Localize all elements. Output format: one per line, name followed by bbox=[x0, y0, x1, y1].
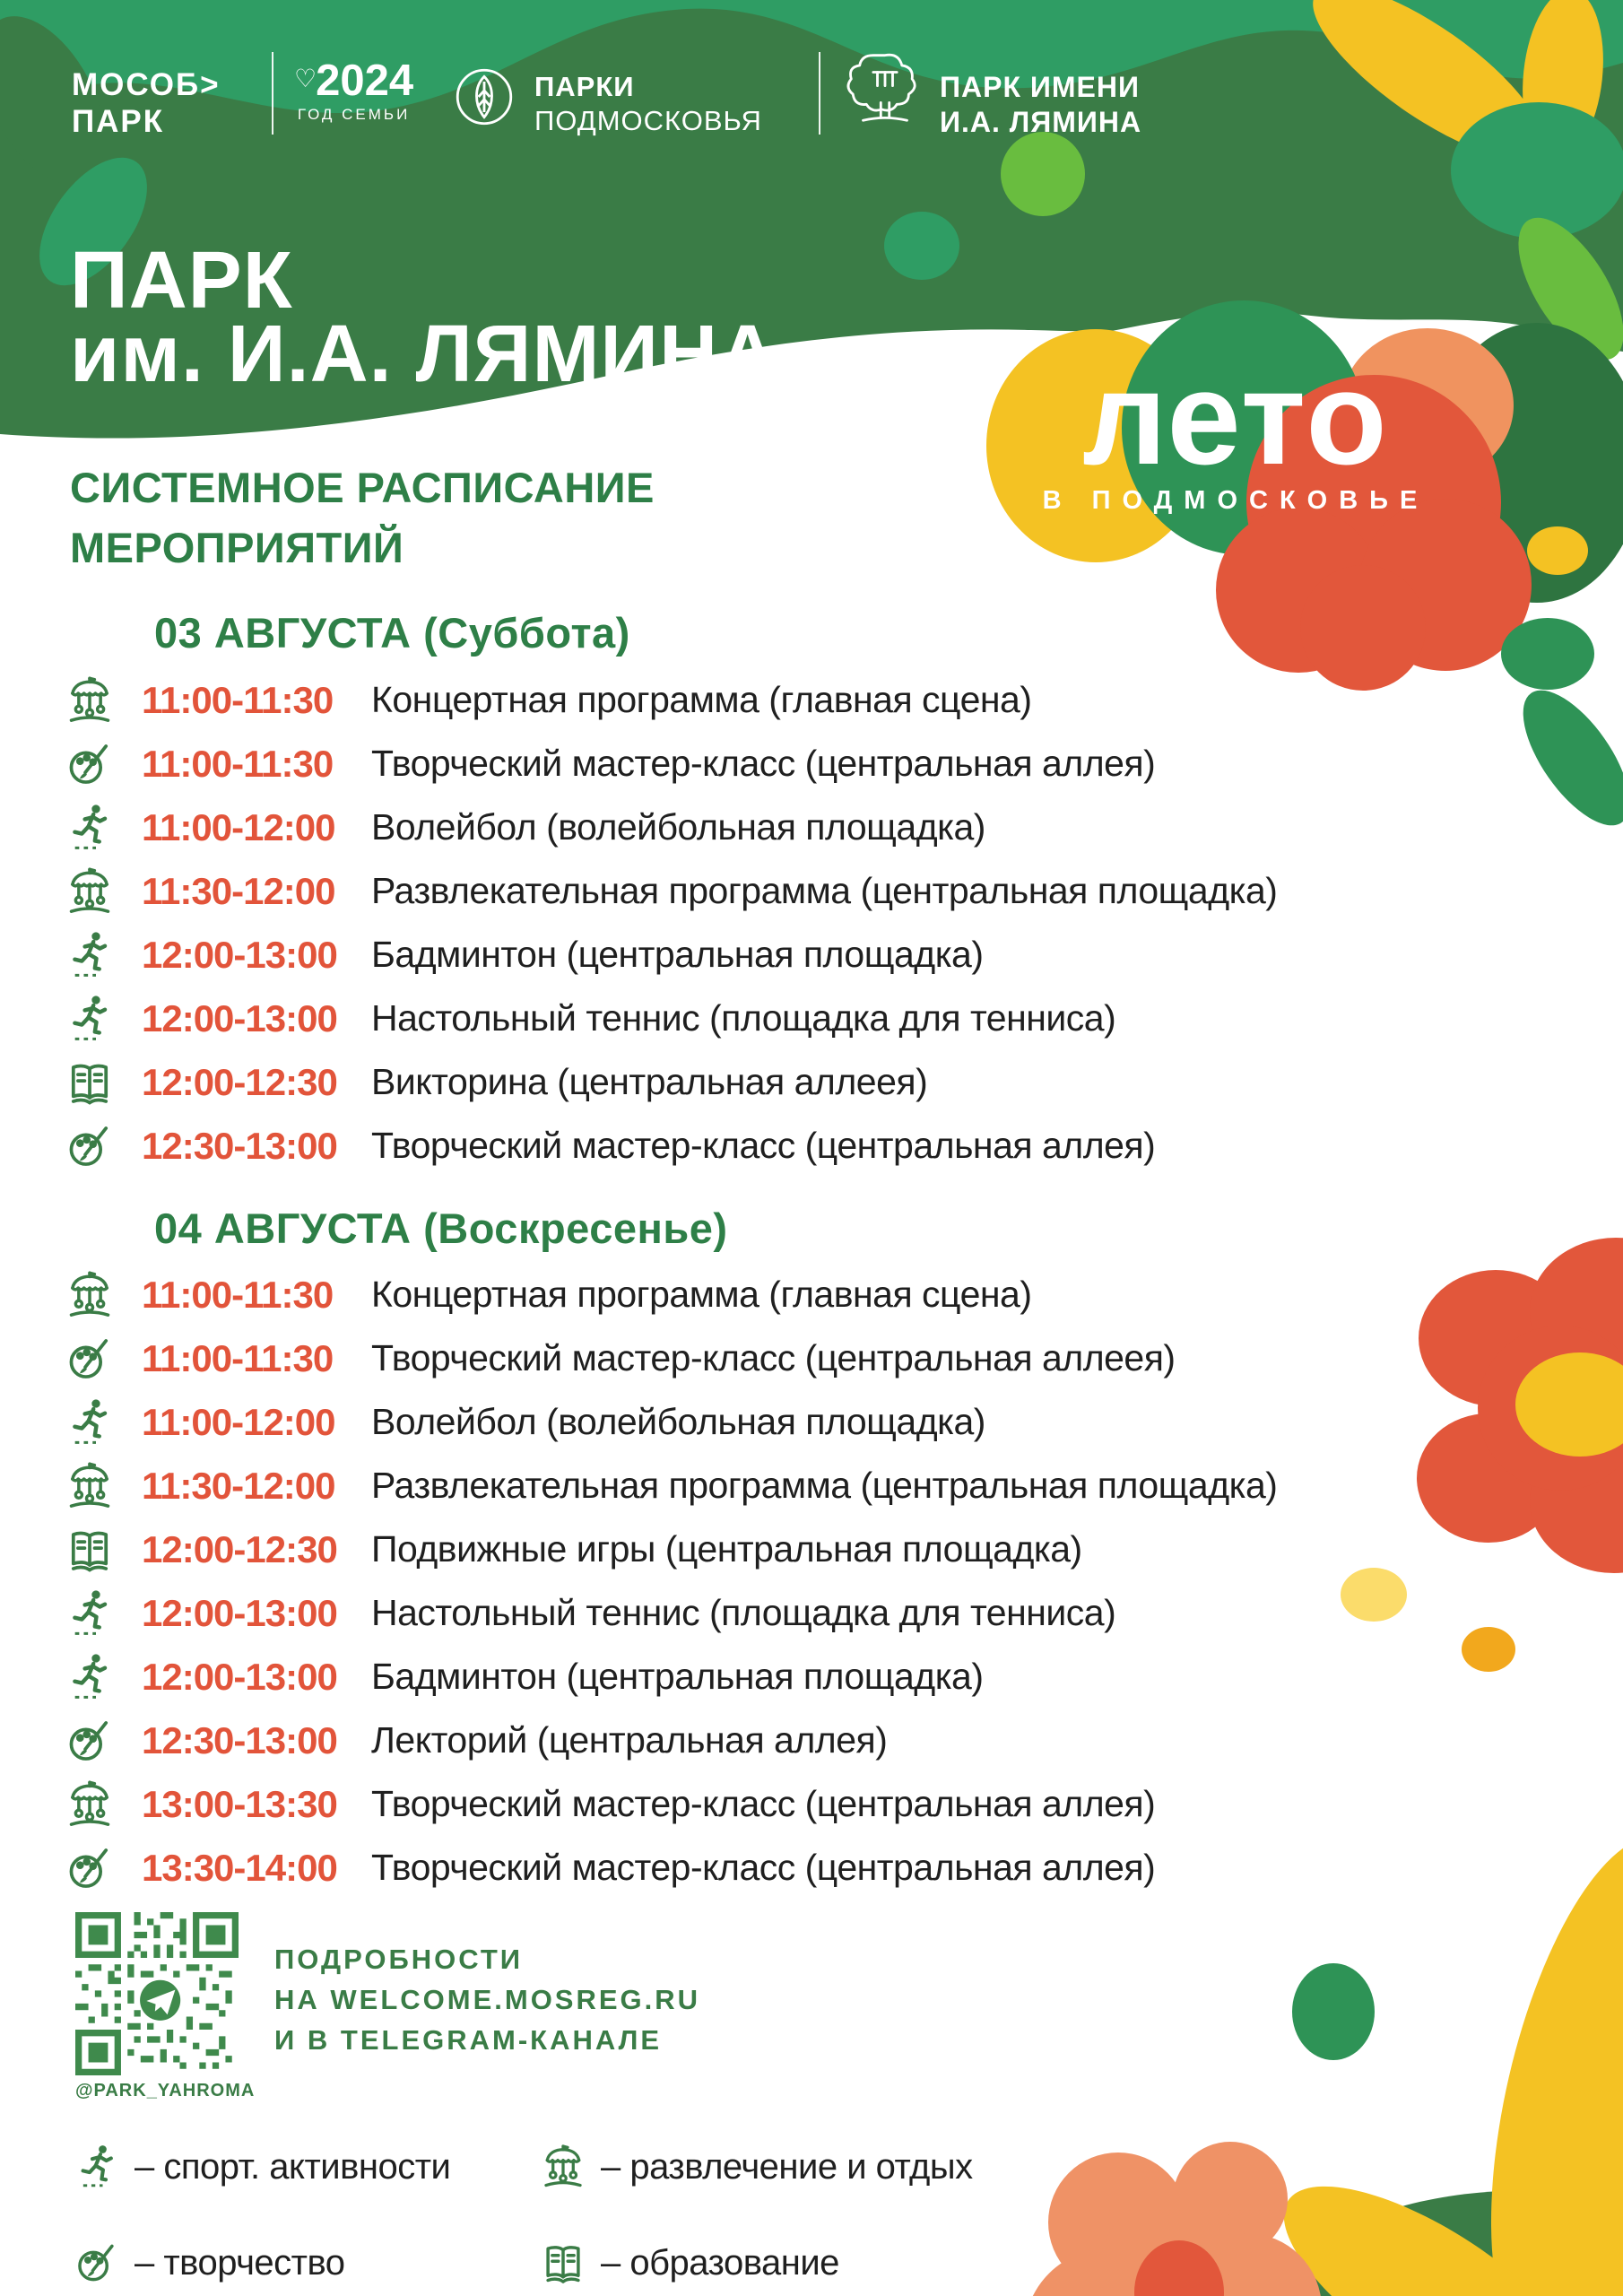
carousel-icon bbox=[65, 866, 115, 917]
palette-icon bbox=[65, 1121, 115, 1171]
legend-label: – творчество bbox=[135, 2242, 345, 2283]
mosobpark-logo bbox=[72, 66, 221, 140]
event-time: 12:00-13:00 bbox=[142, 1655, 337, 1698]
palette-icon bbox=[65, 1716, 115, 1766]
green-dot-bottom bbox=[1292, 1963, 1375, 2060]
schedule-heading bbox=[70, 457, 655, 578]
event-time: 13:00-13:30 bbox=[142, 1782, 337, 1825]
pale-yellow-dot bbox=[1341, 1568, 1407, 1622]
event-time: 11:00-11:30 bbox=[142, 678, 334, 721]
event-row bbox=[65, 987, 1277, 1050]
year-number: 2024 bbox=[316, 57, 414, 105]
carousel-icon bbox=[65, 1779, 115, 1830]
legend-label: – образование bbox=[601, 2242, 839, 2283]
event-time: 11:00-11:30 bbox=[142, 1336, 334, 1379]
teal-blob-center bbox=[884, 212, 959, 280]
event-time: 11:00-11:30 bbox=[142, 742, 334, 785]
carousel-icon bbox=[65, 1461, 115, 1511]
header-divider bbox=[819, 52, 820, 135]
event-text: Настольный теннис (площадка для тенниса) bbox=[371, 997, 1116, 1039]
event-time: 12:00-12:30 bbox=[142, 1527, 337, 1570]
legend-label: – спорт. активности bbox=[135, 2146, 451, 2187]
event-text: Настольный теннис (площадка для тенниса) bbox=[371, 1592, 1116, 1633]
leto-logo-word: лето bbox=[1082, 344, 1389, 492]
details-line2: НА WELCOME.MOSREG.RU bbox=[274, 1984, 701, 2015]
event-text: Творческий мастер-класс (центральная аллеея) bbox=[371, 1337, 1176, 1378]
event-row bbox=[65, 1390, 1277, 1454]
event-row bbox=[65, 1454, 1277, 1518]
event-time: 11:30-12:00 bbox=[142, 869, 335, 912]
palette-icon bbox=[65, 739, 115, 789]
event-row bbox=[65, 1709, 1277, 1772]
carousel-icon bbox=[65, 1270, 115, 1320]
event-row bbox=[65, 1645, 1277, 1709]
legend-item bbox=[540, 2144, 973, 2190]
event-time: 12:00-13:00 bbox=[142, 996, 337, 1039]
parks-line1: ПАРКИ bbox=[534, 71, 635, 102]
day1-events bbox=[65, 668, 1277, 1178]
page-title bbox=[70, 236, 778, 399]
parks-line2: ПОДМОСКОВЬЯ bbox=[534, 105, 762, 136]
leaf-circle-icon bbox=[454, 66, 515, 127]
leto-logo-subtitle: В ПОДМОСКОВЬЕ bbox=[1042, 486, 1429, 515]
mosobpark-line2: ПАРК bbox=[72, 104, 165, 139]
mosobpark-line1: МОСОБ> bbox=[72, 67, 221, 102]
legend-item bbox=[74, 2144, 540, 2190]
runner-icon bbox=[65, 994, 115, 1044]
event-text: Концертная программа (главная сцена) bbox=[371, 679, 1032, 720]
runner-icon bbox=[65, 930, 115, 980]
park-name-line1: ПАРК ИМЕНИ bbox=[940, 71, 1140, 103]
event-text: Волейбол (волейбольная площадка) bbox=[371, 806, 985, 848]
event-row bbox=[65, 1581, 1277, 1645]
legend-item bbox=[74, 2239, 540, 2286]
runner-icon bbox=[74, 2144, 120, 2190]
carousel-icon bbox=[540, 2144, 586, 2190]
event-text: Творческий мастер-класс (центральная аллея) bbox=[371, 743, 1156, 784]
event-time: 11:00-12:00 bbox=[142, 1400, 335, 1443]
event-row bbox=[65, 796, 1277, 859]
qr-code bbox=[75, 1912, 239, 2075]
event-row bbox=[65, 1050, 1277, 1114]
title-line2: им. И.А. ЛЯМИНА bbox=[70, 309, 778, 399]
runner-icon bbox=[65, 803, 115, 853]
event-text: Концертная программа (главная сцена) bbox=[371, 1274, 1032, 1315]
event-row bbox=[65, 1772, 1277, 1836]
light-green-circle bbox=[1001, 132, 1085, 216]
book-icon bbox=[65, 1057, 115, 1108]
details-line3: И В TELEGRAM-КАНАЛЕ bbox=[274, 2024, 663, 2056]
details-text bbox=[274, 1939, 700, 2060]
event-text: Бадминтон (центральная площадка) bbox=[371, 934, 984, 975]
event-time: 12:00-13:00 bbox=[142, 1591, 337, 1634]
schedule-heading-line2: МЕРОПРИЯТИЙ bbox=[70, 524, 404, 571]
event-text: Творческий мастер-класс (центральная аллея) bbox=[371, 1783, 1156, 1824]
runner-icon bbox=[65, 1397, 115, 1448]
orange-yellow-dot bbox=[1462, 1627, 1515, 1672]
event-text: Творческий мастер-класс (центральная аллея) bbox=[371, 1125, 1156, 1166]
event-time: 12:30-13:00 bbox=[142, 1718, 337, 1761]
book-icon bbox=[540, 2239, 586, 2286]
event-text: Подвижные игры (центральная площадка) bbox=[371, 1528, 1082, 1570]
event-row bbox=[65, 1114, 1277, 1178]
palette-icon bbox=[65, 1843, 115, 1893]
parks-podmoskovya-logo bbox=[534, 70, 762, 138]
legend bbox=[74, 2144, 973, 2286]
heart-icon: ♡ bbox=[294, 65, 317, 92]
event-row bbox=[65, 1326, 1277, 1390]
telegram-handle: @PARK_YAHROMA bbox=[75, 2081, 256, 2100]
palette-icon bbox=[65, 1334, 115, 1384]
event-time: 11:30-12:00 bbox=[142, 1464, 335, 1507]
event-time: 12:30-13:00 bbox=[142, 1124, 337, 1167]
park-name-line2: И.А. ЛЯМИНА bbox=[940, 106, 1142, 138]
tree-icon bbox=[841, 48, 929, 140]
event-time: 13:30-14:00 bbox=[142, 1846, 337, 1889]
year-caption: ГОД СЕМЬИ bbox=[297, 106, 411, 123]
event-time: 11:00-11:30 bbox=[142, 1273, 334, 1316]
event-time: 12:00-12:30 bbox=[142, 1060, 337, 1103]
event-text: Развлекательная программа (центральная площадка) bbox=[371, 1465, 1278, 1506]
event-text: Бадминтон (центральная площадка) bbox=[371, 1656, 984, 1697]
year-of-family-logo bbox=[294, 56, 413, 124]
event-time: 11:00-12:00 bbox=[142, 805, 335, 848]
event-text: Развлекательная программа (центральная площадка) bbox=[371, 870, 1278, 911]
legend-item bbox=[540, 2239, 973, 2286]
event-row bbox=[65, 1836, 1277, 1900]
event-text: Лекторий (центральная аллея) bbox=[371, 1719, 888, 1761]
event-row bbox=[65, 732, 1277, 796]
runner-icon bbox=[65, 1588, 115, 1639]
details-line1: ПОДРОБНОСТИ bbox=[274, 1944, 524, 1975]
event-row bbox=[65, 1518, 1277, 1581]
header-divider bbox=[272, 52, 273, 135]
schedule-heading-line1: СИСТЕМНОЕ РАСПИСАНИЕ bbox=[70, 464, 655, 511]
event-row bbox=[65, 923, 1277, 987]
event-row bbox=[65, 668, 1277, 732]
day2-date-heading: 04 АВГУСТА (Воскресенье) bbox=[154, 1205, 728, 1252]
event-text: Викторина (центральная аллеея) bbox=[371, 1061, 928, 1102]
green-leaf-right bbox=[1503, 674, 1623, 842]
event-row bbox=[65, 859, 1277, 923]
day1-date-heading: 03 АВГУСТА (Суббота) bbox=[154, 609, 630, 657]
park-name-logo bbox=[940, 70, 1141, 140]
event-text: Творческий мастер-класс (центральная аллея) bbox=[371, 1847, 1156, 1888]
event-time: 12:00-13:00 bbox=[142, 933, 337, 976]
yellow-dot-right bbox=[1527, 526, 1588, 575]
palette-icon bbox=[74, 2239, 120, 2286]
green-oval-right bbox=[1501, 618, 1594, 690]
legend-label: – развлечение и отдых bbox=[601, 2146, 973, 2187]
title-line1: ПАРК bbox=[70, 236, 293, 326]
day2-events bbox=[65, 1263, 1277, 1900]
book-icon bbox=[65, 1525, 115, 1575]
carousel-icon bbox=[65, 675, 115, 726]
runner-icon bbox=[65, 1652, 115, 1702]
event-text: Волейбол (волейбольная площадка) bbox=[371, 1401, 985, 1442]
event-row bbox=[65, 1263, 1277, 1326]
